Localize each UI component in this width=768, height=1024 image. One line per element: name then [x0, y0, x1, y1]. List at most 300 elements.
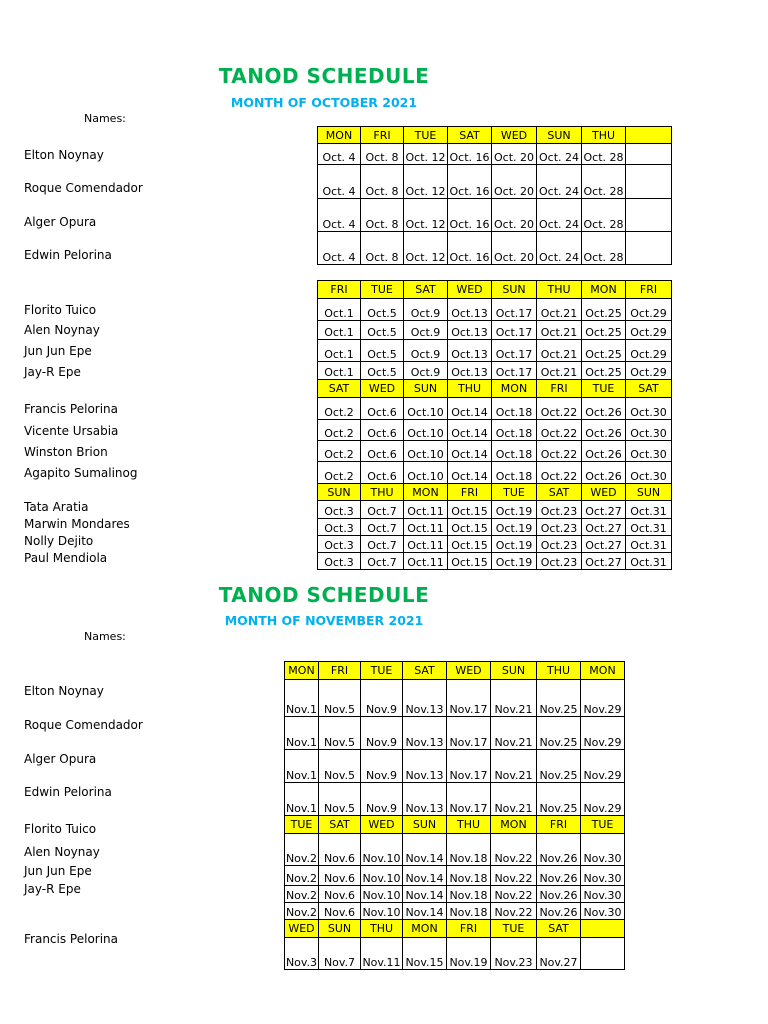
date-cell: Nov.13	[403, 783, 447, 816]
date-cell: Nov.17	[447, 717, 491, 750]
date-cell: Nov.14	[403, 886, 447, 903]
day-header-cell: MON	[404, 484, 448, 501]
schedule-table	[317, 126, 672, 265]
date-cell: Oct.5	[361, 340, 404, 362]
day-header-cell	[626, 127, 672, 144]
date-cell: Oct.6	[361, 420, 404, 441]
date-cell: Nov.2	[285, 886, 319, 903]
person-name: Jay-R Epe	[24, 365, 81, 379]
date-cell: Nov.21	[491, 783, 537, 816]
day-header-cell: FRI	[448, 484, 492, 501]
day-header-cell: SAT	[403, 662, 447, 680]
date-cell: Oct.5	[361, 362, 404, 380]
date-cell: Nov.22	[491, 903, 537, 920]
day-header-cell: TUE	[361, 281, 404, 299]
date-cell: Nov.30	[581, 903, 625, 920]
date-cell: Nov.5	[319, 680, 361, 717]
schedule-row	[318, 362, 672, 380]
date-cell: Nov.27	[537, 938, 581, 970]
date-cell: Oct. 12	[404, 144, 448, 165]
date-cell: Nov.29	[581, 750, 625, 783]
day-header-cell: MON	[582, 281, 626, 299]
person-name: Jun Jun Epe	[24, 344, 92, 358]
date-cell	[626, 165, 672, 199]
schedule-row	[285, 834, 625, 866]
date-cell: Oct.27	[582, 519, 626, 536]
day-header-cell: WED	[447, 662, 491, 680]
date-cell: Oct.5	[361, 299, 404, 321]
date-cell: Oct.2	[318, 462, 361, 484]
date-cell: Nov.5	[319, 783, 361, 816]
date-cell: Oct. 8	[361, 144, 404, 165]
day-header-cell: SUN	[319, 920, 361, 938]
date-cell: Nov.18	[447, 834, 491, 866]
date-cell: Oct.29	[626, 321, 672, 340]
date-cell: Oct.18	[492, 420, 537, 441]
date-cell: Oct.21	[537, 321, 582, 340]
day-header-cell: SAT	[537, 920, 581, 938]
schedule-row	[318, 199, 672, 232]
date-cell: Nov.30	[581, 834, 625, 866]
date-cell: Nov.1	[285, 717, 319, 750]
schedule-row	[318, 420, 672, 441]
date-cell: Oct.1	[318, 299, 361, 321]
date-cell: Oct. 4	[318, 144, 361, 165]
schedule-row	[318, 340, 672, 362]
person-name: Agapito Sumalinog	[24, 466, 138, 480]
date-cell: Oct.23	[537, 553, 582, 570]
date-cell: Oct.22	[537, 462, 582, 484]
schedule-row	[285, 717, 625, 750]
date-cell: Oct.7	[361, 501, 404, 519]
date-cell: Oct.2	[318, 398, 361, 420]
date-cell: Oct.19	[492, 536, 537, 553]
date-cell	[626, 144, 672, 165]
date-cell	[626, 232, 672, 265]
person-name: Edwin Pelorina	[24, 785, 112, 799]
day-header-cell: TUE	[285, 816, 319, 834]
date-cell: Oct.31	[626, 536, 672, 553]
date-cell: Oct.17	[492, 299, 537, 321]
date-cell: Nov.25	[537, 783, 581, 816]
day-header-cell: SUN	[537, 127, 582, 144]
date-cell: Oct.5	[361, 321, 404, 340]
date-cell: Oct. 8	[361, 199, 404, 232]
date-cell: Oct. 28	[582, 199, 626, 232]
date-cell: Oct.19	[492, 553, 537, 570]
date-cell: Oct.13	[448, 362, 492, 380]
schedule-row	[318, 441, 672, 462]
schedule-row	[285, 680, 625, 717]
date-cell: Oct.15	[448, 536, 492, 553]
date-cell: Oct.23	[537, 501, 582, 519]
date-cell: Nov.29	[581, 783, 625, 816]
person-name: Florito Tuico	[24, 303, 97, 317]
date-cell: Oct.13	[448, 340, 492, 362]
schedule-row	[285, 938, 625, 970]
date-cell: Nov.26	[537, 903, 581, 920]
date-cell: Oct.10	[404, 441, 448, 462]
date-cell: Oct.26	[582, 441, 626, 462]
day-header-cell: SAT	[319, 816, 361, 834]
date-cell: Nov.10	[361, 834, 403, 866]
day-header-row	[285, 816, 625, 834]
date-cell: Oct.21	[537, 299, 582, 321]
person-name: Winston Brion	[24, 445, 108, 459]
schedule-row	[318, 232, 672, 265]
date-cell: Nov.7	[319, 938, 361, 970]
person-name: Edwin Pelorina	[24, 248, 112, 262]
day-header-cell	[581, 920, 625, 938]
person-name: Elton Noynay	[24, 148, 104, 162]
day-header-cell: SAT	[537, 484, 582, 501]
day-header-cell: FRI	[447, 920, 491, 938]
person-name: Alen Noynay	[24, 845, 100, 859]
date-cell: Oct.23	[537, 519, 582, 536]
date-cell: Oct.25	[582, 299, 626, 321]
date-cell: Oct.15	[448, 501, 492, 519]
date-cell: Nov.10	[361, 903, 403, 920]
date-cell: Oct.25	[582, 340, 626, 362]
person-name: Alen Noynay	[24, 323, 100, 337]
date-cell: Oct.25	[582, 362, 626, 380]
date-cell: Nov.9	[361, 717, 403, 750]
date-cell: Nov.22	[491, 866, 537, 886]
date-cell: Nov.18	[447, 886, 491, 903]
day-header-cell: SUN	[492, 281, 537, 299]
day-header-cell: SAT	[404, 281, 448, 299]
date-cell: Nov.1	[285, 783, 319, 816]
day-header-cell: SUN	[626, 484, 672, 501]
date-cell: Oct.29	[626, 340, 672, 362]
date-cell: Nov.18	[447, 903, 491, 920]
day-header-cell: MON	[285, 662, 319, 680]
date-cell: Nov.17	[447, 750, 491, 783]
day-header-cell: WED	[448, 281, 492, 299]
day-header-cell: WED	[285, 920, 319, 938]
date-cell: Oct. 12	[404, 199, 448, 232]
date-cell: Oct. 12	[404, 232, 448, 265]
day-header-row	[285, 662, 625, 680]
date-cell: Nov.22	[491, 834, 537, 866]
day-header-cell: MON	[403, 920, 447, 938]
date-cell: Nov.26	[537, 834, 581, 866]
date-cell: Nov.6	[319, 866, 361, 886]
day-header-cell: THU	[537, 662, 581, 680]
date-cell: Oct.22	[537, 398, 582, 420]
date-cell: Oct.13	[448, 321, 492, 340]
person-name: Alger Opura	[24, 752, 97, 766]
date-cell: Oct.3	[318, 519, 361, 536]
date-cell: Oct.30	[626, 398, 672, 420]
schedule-row	[318, 553, 672, 570]
day-header-cell: WED	[582, 484, 626, 501]
day-header-cell: SAT	[448, 127, 492, 144]
date-cell: Oct.27	[582, 501, 626, 519]
november-names-label: Names:	[84, 630, 126, 643]
date-cell: Oct. 24	[537, 199, 582, 232]
date-cell: Oct.31	[626, 553, 672, 570]
date-cell: Nov.9	[361, 680, 403, 717]
day-header-cell: TUE	[491, 920, 537, 938]
date-cell: Oct.21	[537, 362, 582, 380]
date-cell: Nov.10	[361, 886, 403, 903]
day-header-row	[318, 281, 672, 299]
date-cell: Oct.23	[537, 536, 582, 553]
date-cell: Oct.1	[318, 340, 361, 362]
date-cell: Oct.15	[448, 553, 492, 570]
schedule-row	[318, 519, 672, 536]
date-cell: Oct.27	[582, 553, 626, 570]
date-cell: Oct.14	[448, 441, 492, 462]
date-cell: Nov.6	[319, 886, 361, 903]
date-cell: Nov.26	[537, 866, 581, 886]
date-cell: Oct.1	[318, 362, 361, 380]
date-cell: Oct.9	[404, 340, 448, 362]
schedule-row	[285, 866, 625, 886]
date-cell: Oct.21	[537, 340, 582, 362]
date-cell: Nov.25	[537, 680, 581, 717]
date-cell: Nov.5	[319, 717, 361, 750]
day-header-cell: THU	[582, 127, 626, 144]
date-cell: Oct.30	[626, 462, 672, 484]
day-header-cell: MON	[318, 127, 361, 144]
date-cell: Oct.31	[626, 501, 672, 519]
date-cell: Oct. 8	[361, 165, 404, 199]
date-cell: Oct. 28	[582, 144, 626, 165]
date-cell: Nov.21	[491, 717, 537, 750]
date-cell: Oct.25	[582, 321, 626, 340]
date-cell: Nov.18	[447, 866, 491, 886]
person-name: Roque Comendador	[24, 181, 143, 195]
person-name: Elton Noynay	[24, 684, 104, 698]
october-title: TANOD SCHEDULE	[218, 64, 430, 88]
date-cell: Oct.26	[582, 462, 626, 484]
person-name: Francis Pelorina	[24, 932, 119, 946]
date-cell: Nov.2	[285, 903, 319, 920]
date-cell: Oct. 24	[537, 232, 582, 265]
date-cell: Oct.3	[318, 536, 361, 553]
day-header-cell: WED	[361, 380, 404, 398]
date-cell: Nov.1	[285, 750, 319, 783]
date-cell: Nov.29	[581, 680, 625, 717]
date-cell: Nov.14	[403, 834, 447, 866]
date-cell: Oct.14	[448, 420, 492, 441]
date-cell: Oct.1	[318, 321, 361, 340]
day-header-cell: MON	[581, 662, 625, 680]
schedule-table	[317, 280, 672, 570]
date-cell: Nov.17	[447, 680, 491, 717]
date-cell: Oct.11	[404, 501, 448, 519]
date-cell: Oct. 28	[582, 165, 626, 199]
schedule-row	[285, 750, 625, 783]
date-cell: Nov.15	[403, 938, 447, 970]
day-header-cell: SUN	[403, 816, 447, 834]
date-cell: Nov.2	[285, 834, 319, 866]
date-cell: Nov.21	[491, 680, 537, 717]
day-header-cell: FRI	[318, 281, 361, 299]
date-cell: Nov.30	[581, 866, 625, 886]
november-title: TANOD SCHEDULE	[218, 583, 430, 607]
person-name: Marwin Mondares	[24, 517, 130, 531]
date-cell: Oct.10	[404, 420, 448, 441]
date-cell: Oct. 24	[537, 165, 582, 199]
date-cell: Oct.17	[492, 362, 537, 380]
date-cell: Oct.9	[404, 299, 448, 321]
date-cell: Nov.9	[361, 750, 403, 783]
date-cell: Oct. 8	[361, 232, 404, 265]
date-cell: Oct. 12	[404, 165, 448, 199]
schedule-row	[318, 299, 672, 321]
date-cell: Nov.10	[361, 866, 403, 886]
date-cell: Oct.11	[404, 536, 448, 553]
person-name: Alger Opura	[24, 215, 97, 229]
date-cell: Oct. 20	[492, 144, 537, 165]
date-cell: Oct.11	[404, 553, 448, 570]
day-header-cell: FRI	[537, 816, 581, 834]
date-cell: Nov.13	[403, 717, 447, 750]
day-header-row	[318, 127, 672, 144]
day-header-cell: TUE	[582, 380, 626, 398]
day-header-cell: SUN	[318, 484, 361, 501]
date-cell: Nov.5	[319, 750, 361, 783]
date-cell: Nov.17	[447, 783, 491, 816]
day-header-cell: SAT	[318, 380, 361, 398]
day-header-cell: TUE	[581, 816, 625, 834]
date-cell: Oct. 4	[318, 165, 361, 199]
date-cell: Oct.22	[537, 420, 582, 441]
date-cell: Oct.26	[582, 398, 626, 420]
person-name: Vicente Ursabia	[24, 424, 119, 438]
date-cell: Oct.22	[537, 441, 582, 462]
date-cell: Nov.1	[285, 680, 319, 717]
date-cell: Oct.2	[318, 420, 361, 441]
october-month-subtitle: MONTH OF OCTOBER 2021	[230, 95, 418, 110]
schedule-table	[284, 661, 625, 970]
date-cell: Nov.13	[403, 750, 447, 783]
date-cell: Nov.21	[491, 750, 537, 783]
date-cell: Oct.6	[361, 441, 404, 462]
schedule-row	[285, 783, 625, 816]
date-cell: Oct. 16	[448, 144, 492, 165]
date-cell: Nov.13	[403, 680, 447, 717]
person-name: Roque Comendador	[24, 718, 143, 732]
day-header-cell: THU	[537, 281, 582, 299]
date-cell: Oct.29	[626, 299, 672, 321]
day-header-row	[318, 484, 672, 501]
date-cell: Oct.7	[361, 519, 404, 536]
date-cell: Oct.6	[361, 462, 404, 484]
day-header-cell: FRI	[319, 662, 361, 680]
date-cell: Oct.29	[626, 362, 672, 380]
date-cell: Oct.19	[492, 519, 537, 536]
day-header-cell: SUN	[491, 662, 537, 680]
day-header-row	[285, 920, 625, 938]
person-name: Nolly Dejito	[24, 534, 94, 548]
day-header-cell: WED	[361, 816, 403, 834]
day-header-cell: THU	[361, 484, 404, 501]
date-cell: Nov.6	[319, 834, 361, 866]
date-cell	[626, 199, 672, 232]
date-cell: Oct.10	[404, 398, 448, 420]
schedule-row	[318, 398, 672, 420]
date-cell: Oct.31	[626, 519, 672, 536]
day-header-cell: THU	[447, 816, 491, 834]
date-cell: Oct. 16	[448, 232, 492, 265]
day-header-cell: FRI	[537, 380, 582, 398]
date-cell: Oct. 20	[492, 199, 537, 232]
november-month-subtitle: MONTH OF NOVEMBER 2021	[224, 613, 424, 628]
date-cell: Oct.7	[361, 536, 404, 553]
day-header-cell: THU	[448, 380, 492, 398]
schedule-row	[318, 462, 672, 484]
date-cell	[581, 938, 625, 970]
date-cell: Oct.13	[448, 299, 492, 321]
date-cell: Oct. 16	[448, 199, 492, 232]
date-cell: Oct.18	[492, 441, 537, 462]
schedule-row	[318, 536, 672, 553]
schedule-row	[285, 886, 625, 903]
date-cell: Nov.6	[319, 903, 361, 920]
date-cell: Oct.7	[361, 553, 404, 570]
date-cell: Oct. 16	[448, 165, 492, 199]
date-cell: Oct.3	[318, 501, 361, 519]
day-header-cell: FRI	[626, 281, 672, 299]
day-header-cell: FRI	[361, 127, 404, 144]
date-cell: Nov.25	[537, 750, 581, 783]
date-cell: Oct.17	[492, 340, 537, 362]
date-cell: Oct.18	[492, 462, 537, 484]
date-cell: Oct.19	[492, 501, 537, 519]
date-cell: Nov.22	[491, 886, 537, 903]
person-name: Paul Mendiola	[24, 551, 108, 565]
date-cell: Oct.2	[318, 441, 361, 462]
date-cell: Oct.14	[448, 462, 492, 484]
schedule-row	[318, 144, 672, 165]
date-cell: Oct. 4	[318, 199, 361, 232]
day-header-cell: TUE	[361, 662, 403, 680]
day-header-cell: SAT	[626, 380, 672, 398]
date-cell: Oct. 20	[492, 165, 537, 199]
date-cell: Oct.30	[626, 441, 672, 462]
day-header-cell: THU	[361, 920, 403, 938]
date-cell: Nov.14	[403, 866, 447, 886]
date-cell: Oct.15	[448, 519, 492, 536]
schedule-row	[285, 903, 625, 920]
date-cell: Nov.19	[447, 938, 491, 970]
person-name: Jun Jun Epe	[24, 864, 92, 878]
date-cell: Oct.9	[404, 321, 448, 340]
date-cell: Oct.18	[492, 398, 537, 420]
date-cell: Nov.11	[361, 938, 403, 970]
date-cell: Oct. 24	[537, 144, 582, 165]
person-name: Francis Pelorina	[24, 402, 119, 416]
date-cell: Oct. 28	[582, 232, 626, 265]
schedule-row	[318, 165, 672, 199]
schedule-row	[318, 501, 672, 519]
schedule-row	[318, 321, 672, 340]
date-cell: Oct.14	[448, 398, 492, 420]
day-header-row	[318, 380, 672, 398]
date-cell: Nov.3	[285, 938, 319, 970]
person-name: Jay-R Epe	[24, 882, 81, 896]
date-cell: Oct. 20	[492, 232, 537, 265]
day-header-cell: WED	[492, 127, 537, 144]
date-cell: Oct.10	[404, 462, 448, 484]
person-name: Florito Tuico	[24, 822, 97, 836]
october-names-label: Names:	[84, 112, 126, 125]
date-cell: Oct.27	[582, 536, 626, 553]
